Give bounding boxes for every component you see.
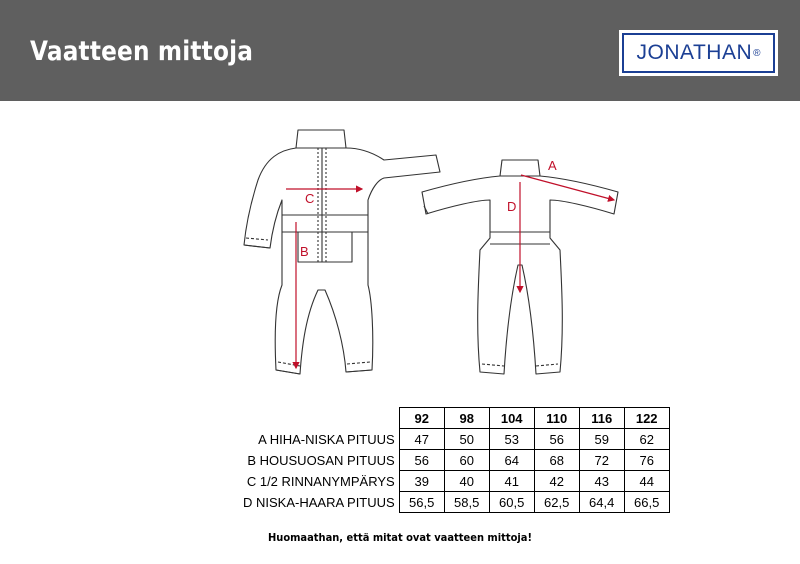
table-cell: 56,5 xyxy=(399,492,444,513)
size-header: 92 xyxy=(399,408,444,429)
table-row xyxy=(239,471,669,492)
label-a: A xyxy=(548,158,557,173)
size-header: 110 xyxy=(534,408,579,429)
brand-logo-frame xyxy=(622,33,775,73)
registered-mark: ® xyxy=(753,47,761,59)
size-header: 122 xyxy=(624,408,669,429)
table-cell: 39 xyxy=(399,471,444,492)
size-header: 98 xyxy=(444,408,489,429)
label-c: C xyxy=(305,191,315,206)
table-cell: 72 xyxy=(579,450,624,471)
row-label: B HOUSUOSAN PITUUS xyxy=(247,452,395,468)
table-cell: 68 xyxy=(534,450,579,471)
garment-measurement-diagram xyxy=(230,120,650,390)
table-cell: 58,5 xyxy=(444,492,489,513)
size-chart-table xyxy=(239,407,670,513)
table-row xyxy=(239,429,669,450)
table-row xyxy=(239,492,669,513)
table-cell: 66,5 xyxy=(624,492,669,513)
table-cell: 56 xyxy=(534,429,579,450)
table-cell: 59 xyxy=(579,429,624,450)
front-collar xyxy=(296,130,346,148)
table-cell: 42 xyxy=(534,471,579,492)
row-label: A HIHA-NISKA PITUUS xyxy=(258,431,395,447)
table-cell: 76 xyxy=(624,450,669,471)
brand-logo-text: JONATHAN xyxy=(636,41,753,64)
table-cell: 62,5 xyxy=(534,492,579,513)
size-header: 116 xyxy=(579,408,624,429)
table-cell: 44 xyxy=(624,471,669,492)
table-cell: 40 xyxy=(444,471,489,492)
row-label: C 1/2 RINNANYMPÄRYS xyxy=(246,473,395,489)
table-cell: 64,4 xyxy=(579,492,624,513)
label-b: B xyxy=(300,244,309,259)
table-row xyxy=(239,450,669,471)
label-d: D xyxy=(507,199,517,214)
front-view-overall xyxy=(244,130,440,374)
table-cell: 50 xyxy=(444,429,489,450)
table-cell: 62 xyxy=(624,429,669,450)
table-cell: 43 xyxy=(579,471,624,492)
table-cell: 47 xyxy=(399,429,444,450)
brand-logo xyxy=(619,30,778,76)
table-cell: 56 xyxy=(399,450,444,471)
back-collar xyxy=(500,160,540,176)
header-banner xyxy=(0,0,800,101)
page-title: Vaatteen mittoja xyxy=(30,36,254,67)
table-cell: 64 xyxy=(489,450,534,471)
table-cell: 60 xyxy=(444,450,489,471)
footer-note: Huomaathan, että mitat ovat vaatteen mittoja! xyxy=(267,531,533,544)
table-cell: 60,5 xyxy=(489,492,534,513)
table-cell: 53 xyxy=(489,429,534,450)
size-header-row xyxy=(239,408,669,429)
table-corner xyxy=(239,408,399,429)
row-label: D NISKA-HAARA PITUUS xyxy=(243,494,395,510)
front-waistband xyxy=(282,215,368,232)
front-body-outline xyxy=(244,148,440,374)
table-cell: 41 xyxy=(489,471,534,492)
size-header: 104 xyxy=(489,408,534,429)
